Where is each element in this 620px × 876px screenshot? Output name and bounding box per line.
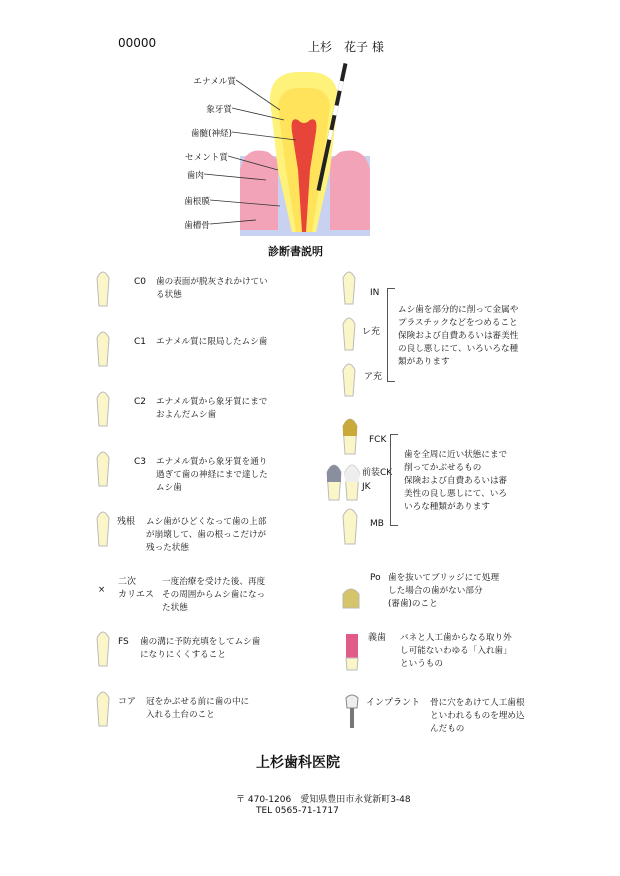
bridge-description: 歯を抜いてブリッジにて処理 した場合の歯がない部分 (審歯)のこと bbox=[388, 573, 500, 609]
tooth-icon bbox=[96, 508, 110, 548]
mark-x: × bbox=[98, 585, 106, 595]
tooth-icon-in bbox=[342, 268, 356, 306]
tooth-icon bbox=[96, 388, 110, 428]
item-code: FS bbox=[118, 637, 129, 647]
code-jk: JK bbox=[362, 482, 371, 492]
item-description: 歯の溝に予防充填をしてムシ歯 になりにくくすること bbox=[140, 637, 261, 660]
code-amalgam: ア充 bbox=[364, 372, 383, 382]
code-resin: レ充 bbox=[362, 327, 381, 337]
tooth-icon-denture bbox=[344, 632, 360, 672]
item-description: 一度治療を受けた後、再度 その周囲からムシ歯になっ た状態 bbox=[162, 577, 266, 613]
item-description: エナメル質から象牙質を通り 過ぎて歯の神経にまで達した ムシ歯 bbox=[156, 457, 268, 493]
code-denture: 義歯 bbox=[368, 633, 387, 643]
tooth-diagram bbox=[170, 60, 370, 240]
code-fck: FCK bbox=[369, 435, 387, 445]
label-enamel: エナメル質 bbox=[193, 77, 236, 87]
tooth-icon-mb bbox=[342, 504, 358, 546]
label-cementum: セメント質 bbox=[185, 153, 228, 163]
item-code: コア bbox=[118, 697, 137, 707]
tooth-icon bbox=[96, 268, 110, 308]
label-pdl: 歯根膜 bbox=[184, 197, 210, 207]
diagram-caption: 診断書説明 bbox=[268, 245, 323, 258]
item-description: エナメル質に限局したムシ歯 bbox=[156, 337, 268, 347]
tooth-icon bbox=[96, 448, 110, 488]
label-pulp: 歯髄(神経) bbox=[190, 129, 232, 139]
item-description: 歯の表面が脱灰されかけてい る状態 bbox=[156, 277, 268, 300]
code-in: IN bbox=[370, 288, 380, 298]
tooth-icon-fck bbox=[342, 414, 358, 456]
tooth-icon bbox=[96, 628, 110, 668]
tooth-icon-implant bbox=[344, 694, 360, 730]
tooth-icon-pontic bbox=[342, 586, 360, 610]
code-mb: MB bbox=[370, 519, 384, 529]
tooth-icon bbox=[96, 688, 110, 728]
tooth-icon-zenso bbox=[326, 460, 342, 502]
gum-right bbox=[330, 150, 370, 230]
code-zenso: 前装CK bbox=[362, 468, 393, 478]
clinic-address: 〒 470-1206 愛知県豊田市永覚新町3-48 bbox=[236, 795, 411, 805]
implant-description: 骨に穴をあけて人工歯根 といわれるものを埋め込 んだもの bbox=[430, 698, 525, 734]
patient-name: 上杉 花子 様 bbox=[308, 40, 384, 54]
clinic-tel: TEL 0565-71-1717 bbox=[256, 806, 339, 816]
label-dentin: 象牙質 bbox=[206, 105, 232, 115]
label-gingiva: 歯肉 bbox=[186, 171, 204, 181]
denture-description: バネと人工歯からなる取り外 し可能ないわゆる「入れ歯」 というもの bbox=[400, 633, 512, 669]
crown-description: 歯を全周に近い状態にまで 削ってかぶせるもの 保険および自費あるいは審 美性の良し悪しにて、いろ いろな種類があります bbox=[404, 450, 508, 512]
tooth-icon-resin bbox=[342, 314, 356, 352]
code-po: Po bbox=[370, 573, 381, 583]
patient-id: 00000 bbox=[118, 36, 157, 50]
item-description: 冠をかぶせる前に歯の中に 入れる土台のこと bbox=[146, 697, 250, 720]
code-implant: インプラント bbox=[366, 698, 421, 708]
item-code: 二次 カリエス bbox=[118, 577, 154, 600]
label-alveolar-bone: 歯槽骨 bbox=[184, 221, 210, 231]
item-code: 残根 bbox=[117, 517, 136, 527]
tooth-icon-jk bbox=[344, 460, 360, 502]
tooth-icon-amalgam bbox=[342, 360, 356, 398]
item-code: C1 bbox=[134, 337, 147, 347]
item-code: C0 bbox=[134, 277, 147, 287]
clinic-name: 上杉歯科医院 bbox=[256, 755, 340, 771]
item-description: ムシ歯がひどくなって歯の上部 が崩壊して、歯の根っこだけが 残った状態 bbox=[146, 517, 267, 553]
tooth-icon bbox=[96, 328, 110, 368]
item-code: C3 bbox=[134, 457, 147, 467]
filling-description: ムシ歯を部分的に削って金属や プラスチックなどをつめること 保険および自費あるいは審美性 の良し悪しにて、いろいろな種 類があります bbox=[398, 305, 519, 367]
gum-left bbox=[240, 150, 278, 230]
item-description: エナメル質から象牙質にまで およんだムシ歯 bbox=[156, 397, 268, 420]
filling-brace bbox=[387, 288, 395, 382]
item-code: C2 bbox=[134, 397, 147, 407]
crown-brace bbox=[390, 434, 398, 526]
